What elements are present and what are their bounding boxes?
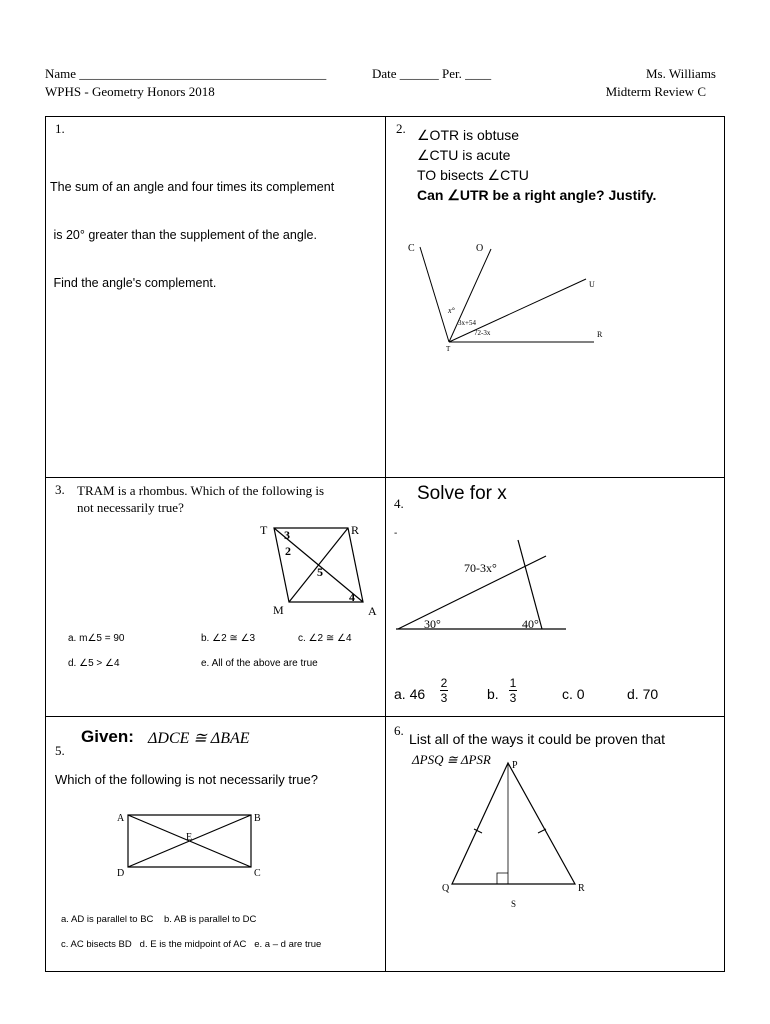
choice-a: a. m∠5 = 90 (68, 633, 125, 644)
choice-b: b. ∠2 ≅ ∠3 (201, 633, 256, 644)
text-line: ∠CTU is acute (417, 147, 511, 163)
text-line: The sum of an angle and four times its complement (50, 180, 335, 194)
fraction-denominator: 3 (509, 691, 517, 705)
text-line: TO bisects ∠CTU (417, 167, 529, 183)
label-o: O (476, 243, 484, 254)
label-s: S (511, 899, 517, 909)
given-label: Given: (81, 727, 134, 746)
right-side (518, 540, 542, 629)
problem-5 (46, 717, 385, 971)
text-line: TRAM is a rhombus. Which of the following is (77, 483, 325, 498)
dash-mark: - (394, 528, 398, 539)
problem-number: 2. (396, 121, 406, 136)
question-text: Which of the following is not necessarily true? (55, 772, 319, 787)
problem-6 (386, 717, 724, 971)
problem-3 (46, 478, 385, 716)
review-title: Midterm Review C (605, 84, 706, 99)
choice-d: d. 70 (627, 686, 659, 702)
rectangle-diagram (106, 809, 276, 879)
problem-title: Solve for x (417, 483, 507, 504)
label-r: R (597, 330, 603, 339)
problem-text (50, 147, 384, 323)
label-r: R (578, 883, 585, 894)
label-c: C (254, 868, 261, 879)
problem-grid (45, 116, 725, 972)
choices-line-2: c. AC bisects BD d. E is the midpoint of AC e. a – d are true (61, 939, 322, 950)
choice-b-label: b. (487, 686, 499, 702)
text-line: ∠OTR is obtuse (417, 127, 520, 143)
choice-c: c. 0 (562, 686, 585, 702)
tick-mark-pq (474, 829, 482, 833)
text-line: not necessarily true? (77, 500, 184, 515)
problem-number: 3. (55, 482, 65, 497)
choice-a (394, 686, 425, 702)
problem-number: 5. (55, 743, 65, 758)
label-a: A (117, 813, 125, 824)
question-line: Can ∠UTR be a right angle? Justify. (417, 187, 657, 203)
label-e: E (186, 832, 193, 843)
label-r: R (351, 523, 360, 537)
label-x: x° (448, 306, 455, 315)
label-72-3x: 72-3x (474, 329, 491, 337)
name-field-label: Name ______________________________________ (45, 66, 327, 81)
label-top-angle: 70-3x° (464, 561, 497, 575)
problem-number: 6. (394, 723, 404, 738)
ray-tc (420, 247, 449, 342)
label-angle-5: 5 (317, 565, 323, 579)
problem-4 (386, 478, 724, 716)
fraction-denominator: 3 (440, 691, 448, 705)
label-u: U (589, 280, 595, 289)
label-left-angle: 30° (424, 617, 441, 631)
label-m: M (273, 603, 284, 617)
triangle-pqr (452, 763, 575, 884)
problem-text: List all of the ways it could be proven that (409, 731, 666, 747)
problem-number: 4. (394, 496, 404, 511)
triangle-diagram (386, 538, 724, 638)
choice-a-fraction (440, 676, 448, 705)
tick-mark-pr (538, 829, 546, 833)
rhombus-diagram (246, 518, 386, 618)
choice-c: c. ∠2 ≅ ∠4 (298, 633, 352, 644)
label-t: T (260, 523, 268, 537)
choice-a-label: a. 46 (394, 686, 426, 702)
label-right-angle: 40° (522, 617, 539, 631)
fraction-numerator: 1 (509, 676, 517, 690)
label-angle-4: 4 (349, 590, 355, 604)
teacher-name: Ms. Williams (645, 66, 716, 81)
label-d: D (117, 868, 125, 879)
problem-2 (386, 117, 724, 477)
problem-number: 1. (55, 121, 65, 136)
label-3x54: 3x+54 (458, 319, 476, 327)
choices-line-1: a. AD is parallel to BC b. AB is parallel to DC (61, 914, 257, 925)
isosceles-triangle-diagram (426, 757, 606, 909)
fraction-numerator: 2 (440, 676, 448, 690)
label-angle-3: 3 (284, 528, 290, 542)
label-angle-2: 2 (285, 544, 291, 558)
choice-b-fraction (509, 676, 517, 705)
text-line: is 20° greater than the supplement of the angle. (50, 228, 317, 242)
problem-text (417, 125, 656, 205)
choice-d: d. ∠5 > ∠4 (68, 658, 120, 669)
label-t: T (446, 345, 451, 353)
label-c: C (408, 243, 415, 254)
angle-diagram (386, 227, 724, 357)
label-p: P (512, 760, 518, 771)
problem-expression: ΔPSQ ≅ ΔPSR (412, 752, 491, 767)
text-line: Find the angle's complement. (50, 276, 217, 290)
problem-1 (46, 117, 385, 477)
given-expression: ΔDCE ≅ ΔBAE (148, 730, 250, 747)
choice-e: e. All of the above are true (201, 658, 318, 669)
date-period-label: Date ______ Per. ____ (372, 66, 492, 81)
label-b: B (254, 813, 261, 824)
right-angle-mark (497, 873, 508, 884)
ray-tu (449, 279, 586, 342)
label-q: Q (442, 883, 450, 894)
problem-text (77, 482, 324, 516)
course-title: WPHS - Geometry Honors 2018 (45, 84, 215, 99)
label-a: A (368, 604, 377, 618)
